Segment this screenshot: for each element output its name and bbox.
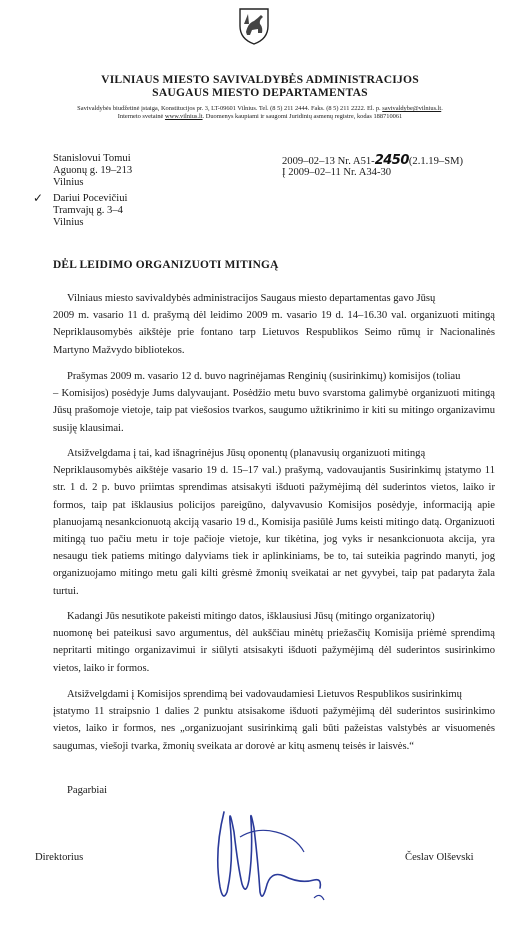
closing-regards: Pagarbiai xyxy=(67,785,108,796)
recipient-name: Dariui Pocevičiui xyxy=(53,193,128,204)
signer-position: Direktorius xyxy=(35,852,84,863)
handwritten-number: 2450 xyxy=(374,153,409,168)
contact-line2: Interneto svetainė www.vilnius.lt. Duomenys kaupiami ir saugomi Juridinių asmenų registre, kodas 188710061 xyxy=(117,113,403,120)
letter-subject: DĖL LEIDIMO ORGANIZUOTI MITINGĄ xyxy=(53,259,279,271)
coat-of-arms-icon xyxy=(236,6,272,46)
body-paragraph-4: Kadangi Jūs nesutikote pakeisti mitingo datos, išklausiusi Jūsų (mitingo organizatorių) nuomonę bei pateikusi savo argumentus, dėl aukščiau minėtų priežasčių Komisija priėmė sprendimą nepritarti mitingo organizavimui ir siūlyti atsisakyti išduoti pažymėjimą dėl suderintos susirinkimo vietos, laiko ir formos. xyxy=(53,611,496,674)
recipient-city: Vilnius xyxy=(53,217,84,228)
org-name-line2: SAUGAUS MIESTO DEPARTAMENTAS xyxy=(152,86,368,99)
recipient-city: Vilnius xyxy=(53,177,84,188)
check-mark-icon: ✓ xyxy=(33,191,44,205)
signer-name: Česlav Olševski xyxy=(405,852,474,863)
body-paragraph-2: Prašymas 2009 m. vasario 12 d. buvo nagrinėjamas Renginių (susirinkimų) komisijos (toliau – Komisijos) posėdyje Jums dalyvaujant. Posėdžio metu buvo svarstoma galimybė organizuoti mitingą Jūsų prašomoje vietoje, taip pat viešosios tvarkos, saugumo užtikrinimo ir kiti su mitingo organizavimu susiję klausimai. xyxy=(53,371,495,434)
email-link[interactable]: savivaldybe@vilnius.lt xyxy=(382,105,442,112)
body-paragraph-3: Atsižvelgdama į tai, kad išnagrinėjus Jūsų oponentų (planavusių organizuoti mitingą Nepriklausomybės aikštėje vasario 19 d. 15–17 val.) prašymą, vadovaujantis Susirinkimų įstatymo 11 str. 1 d. 2 p. buvo priimtas sprendimas atsisakyti išduoti pažymėjimą dėl suderintos vietos, laiko ir formos, taip pat išklausius policijos pareigūno, dalyvavusio Komisijos posėdyje, informaciją apie planuojamą nesankcionuotą akciją vasario 19 d., Komisija pasiūlė Jums keisti mitingo datą. Organizuoti mitingą tuo pačiu metu ir toje pačioje vietoje, kur tikėtina, jog vyks ir nesankcionuota akcija, yra nesaugu tiek patiems mitingo dalyviams tiek ir aplinkiniams, be to, tai suteikia pagrindo manyti, jog organizuojamo mitingo metu gali kilti grėsmė žmonių sveikatai ar net gyvybei, taip pat padaryta žala turtui. xyxy=(53,448,496,597)
recipient-name: Stanislovui Tomui xyxy=(53,153,131,164)
body-paragraph-1: Vilniaus miesto savivaldybės administracijos Saugaus miesto departamentas gavo Jūsų 2009 m. vasario 11 d. prašymą dėl leidimo 2009 m. vasario 19 d. 14–16.30 val. organizuoti mitingą Nepriklausomybės aikštėje prie fontano tarp Lietuvos Respublikos Seimo rūmų ir Nacionalinės Martyno Mažvydo bibliotekos. xyxy=(53,293,495,356)
incoming-reference: Į 2009–02–11 Nr. A34-30 xyxy=(282,167,392,178)
document-reference: 2009–02–13 Nr. A51-2450(2.1.19–SM) xyxy=(282,153,464,168)
recipient-street: Aguonų g. 19–213 xyxy=(53,165,133,176)
website-link[interactable]: www.vilnius.lt xyxy=(164,113,203,120)
handwritten-signature-icon xyxy=(196,792,346,912)
contact-line1: Savivaldybės biudžetinė įstaiga, Konstitucijos pr. 3, LT-09601 Vilnius. Tel. (8 5) 211 2444. Faks. (8 5) 211 2222. El. p. savivaldybe@vilnius.lt. xyxy=(77,105,443,112)
recipient-address-1 xyxy=(53,153,132,189)
org-name-line1: VILNIAUS MIESTO SAVIVALDYBĖS ADMINISTRACIJOS xyxy=(101,73,419,86)
body-paragraph-5: Atsižvelgdami į Komisijos sprendimą bei vadovaudamiesi Lietuvos Respublikos susirinkimų įstatymo 11 straipsnio 1 dalies 2 punktu atsisakome išduoti pažymėjimą dėl suderintos susirinkimo vietos, laiko ir formos, nes „organizuojant susirinkimą gali būti pažeistas valstybės ar visuomenės saugumas, viešoji tvarka, žmonių sveikata ar dorovė ar kitų asmenų teisės ir laisvės.“ xyxy=(53,689,495,752)
recipient-street: Tramvajų g. 3–4 xyxy=(53,205,123,216)
recipient-address-2 xyxy=(53,193,127,229)
